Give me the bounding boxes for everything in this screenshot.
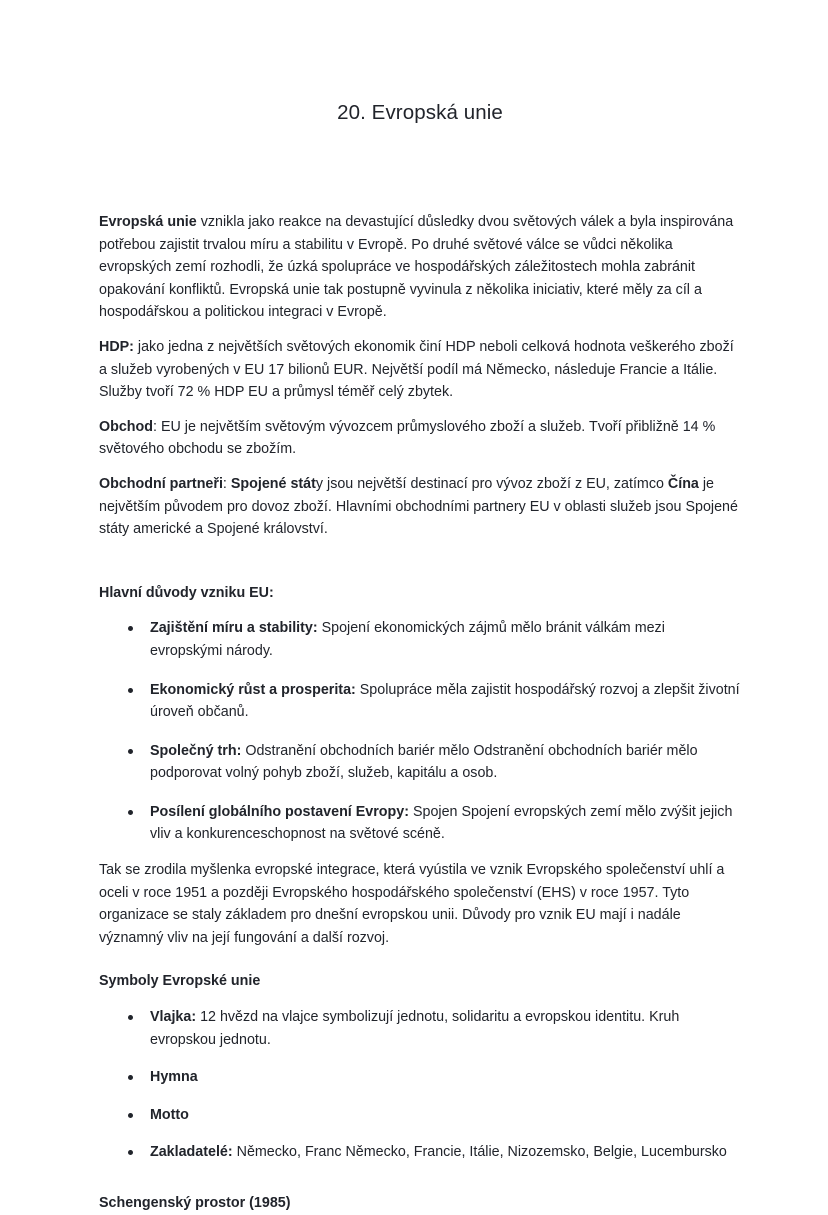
heading-hlavni-duvody: Hlavní důvody vzniku EU: <box>99 584 274 601</box>
spacer <box>99 1179 741 1192</box>
bullet-icon <box>128 1015 133 1020</box>
partners-body: je největším původem pro dovoz zboží. Hlavními obchodními partnery EU v oblasti služeb jsou Spojené státy americké a Spojené království. <box>99 475 738 538</box>
bullet-icon <box>128 626 133 631</box>
list-item <box>99 1104 741 1127</box>
bullet-icon <box>128 1150 133 1155</box>
spacer <box>99 846 741 859</box>
list-item <box>99 1141 741 1164</box>
list-item-lead: Motto <box>150 1106 189 1123</box>
paragraph-intro-lead: Evropská unie <box>99 214 197 230</box>
heading-symboly: Symboly Evropské unie <box>99 973 261 990</box>
list-item <box>99 740 741 785</box>
list-item-lead: Vlajka: <box>150 1009 197 1026</box>
heading-schengen: Schengenský prostor (1985) <box>99 1195 291 1211</box>
partners-bold-usa: Spojené stát <box>230 475 316 492</box>
list-symboly <box>99 1006 741 1164</box>
page-title: 20. Evropská unie <box>337 101 503 124</box>
paragraph-obchod <box>99 416 741 461</box>
paragraph-obchodni-partneri <box>99 473 741 541</box>
list-item <box>99 1066 741 1089</box>
list-item-body: Spolupráce měla zajistit hospodářský rozvoj a zlepšit životní úroveň občanů. <box>150 681 740 721</box>
bullet-icon <box>128 810 133 815</box>
paragraph-hdp-lead: HDP: <box>99 338 134 355</box>
paragraph-intro <box>99 211 741 324</box>
list-hlavni-duvody <box>99 617 741 846</box>
partners-lead: Obchodní partneři <box>99 475 223 492</box>
list-item-lead: Zakladatelé: <box>150 1144 233 1161</box>
partners-mid-2: y jsou největší destinací pro vývoz zboží z EU, zatímco <box>315 475 668 492</box>
list-item-body: Německo, Franc Německo, Francie, Itálie, Nizozemsko, Belgie, Lucembursko <box>232 1144 727 1161</box>
paragraph-integrace: Tak se zrodila myšlenka evropské integrace, která vyústila ve vznik Evropského společenství uhlí a oceli v roce 1951 a později Evropského hospodářského společenství (EHS) v roce 1957. Tyto organizace se staly základem pro dnešní evropskou unii. Důvody pro vznik EU mají i nadále významný vliv na její fungování a další rozvoj. <box>99 862 725 946</box>
paragraph-intro-body: vznikla jako reakce na devastující důsledky dvou světových válek a byla inspirována potřebou zajistit trvalou míru a stabilitu v Evropě. Po druhé světové válce se vůdci několika evropských zemí rozhodli, že úzká spolupráce ve hospodářských záležitostech mohla zabránit opakování konfliktů. Evropská unie tak postupně vyvinula z několika iniciativ, které měly za cíl a hospodářskou a politickou integraci v Evropě. <box>99 214 734 321</box>
paragraph-hdp <box>99 336 741 404</box>
bullet-icon <box>128 688 133 693</box>
bullet-icon <box>128 1075 133 1080</box>
list-item <box>99 1006 741 1051</box>
list-item-lead: Ekonomický růst a prosperita: <box>150 681 356 698</box>
list-item-lead: Hymna <box>150 1069 198 1086</box>
list-item-lead: Posílení globálního postavení Evropy: <box>150 803 409 820</box>
bullet-icon <box>128 749 133 754</box>
paragraph-obchod-lead: Obchod <box>99 418 154 435</box>
spacer <box>99 604 741 617</box>
partners-sep-1: : <box>222 475 231 492</box>
list-item-body: 12 hvězd na vlajce symbolizují jednotu, solidaritu a evropskou identitu. Kruh evropskou jednotu. <box>150 1009 680 1048</box>
list-item <box>99 801 741 846</box>
list-item-body: Spojení ekonomických zájmů mělo bránit válkám mezi evropskými národy. <box>150 620 665 659</box>
paragraph-obchod-body: : EU je největším světovým vývozcem průmyslového zboží a služeb. Tvoří přibližně 14 % světového obchodu se zbožím. <box>99 418 716 458</box>
list-item <box>99 679 741 724</box>
spacer <box>99 961 741 970</box>
spacer <box>99 993 741 1006</box>
document-content <box>99 0 741 1215</box>
list-item <box>99 617 741 662</box>
list-item-body: Odstranění obchodních bariér mělo Odstranění obchodních bariér mělo podporovat volný pohyb zboží, služeb, kapitálu a osob. <box>150 742 698 782</box>
spacer <box>99 553 741 582</box>
bullet-icon <box>128 1113 133 1118</box>
list-item-lead: Společný trh: <box>150 742 242 759</box>
list-item-body: Spojen Spojení evropských zemí mělo zvýšit jejich vliv a konkurenceschopnost na světové scéně. <box>150 803 733 843</box>
partners-bold-china: Čína <box>667 475 699 492</box>
paragraph-hdp-body: jako jedna z největších světových ekonomik činí HDP neboli celková hodnota veškerého zboží a služeb vyrobených v EU 17 bilionů EUR. Největší podíl má Německo, následuje Francie a Itálie. Služby tvoří 72 % HDP EU a průmysl téměř celý zbytek. <box>99 338 734 401</box>
spacer <box>99 125 741 154</box>
list-item-lead: Zajištění míru a stability: <box>150 620 318 637</box>
